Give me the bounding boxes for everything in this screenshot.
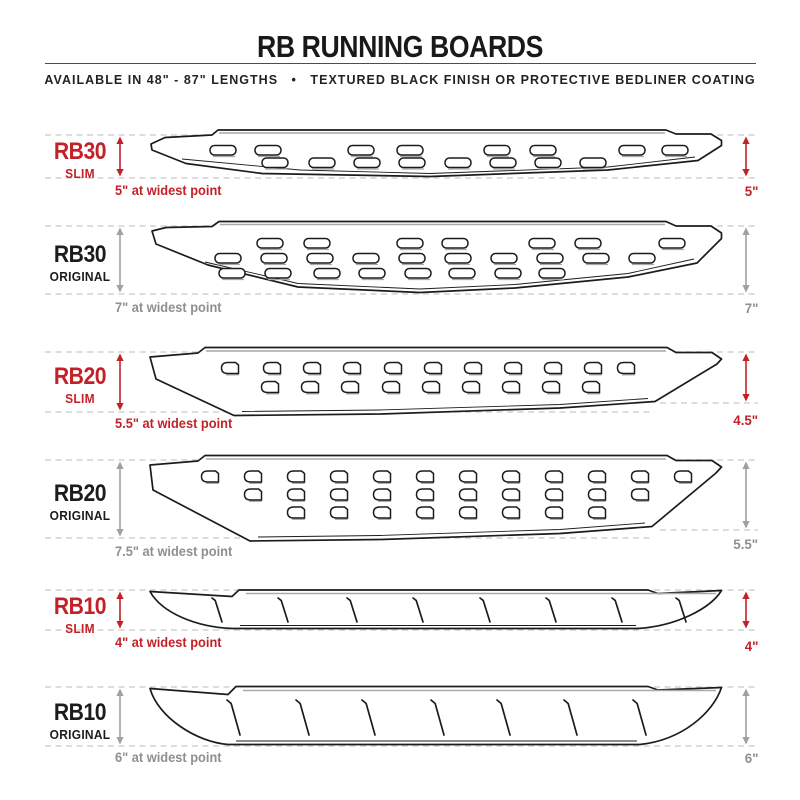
height-label-rb30-slim: 5" bbox=[744, 183, 758, 199]
board-rb20-original bbox=[150, 456, 722, 542]
variant-name: SLIM bbox=[65, 166, 95, 181]
variant-name: SLIM bbox=[65, 621, 95, 636]
model-label-rb10-slim bbox=[26, 595, 134, 635]
model-name: RB10 bbox=[53, 699, 107, 726]
caption-rb10-slim: 4" at widest point bbox=[115, 635, 222, 650]
board-rb30-original bbox=[152, 222, 722, 293]
board-rb30-slim bbox=[151, 130, 722, 177]
height-label-rb30-original: 7" bbox=[744, 300, 758, 316]
caption-rb20-original: 7.5" at widest point bbox=[115, 544, 233, 559]
board-rb20-slim bbox=[150, 348, 722, 416]
measure-arrow-red bbox=[742, 354, 749, 402]
caption-rb30-original: 7" at widest point bbox=[115, 300, 222, 315]
height-label-rb10-slim: 4" bbox=[744, 638, 758, 654]
title-divider bbox=[45, 63, 756, 64]
measure-arrow-red bbox=[742, 592, 749, 629]
board-rb10-original bbox=[150, 687, 722, 745]
model-label-rb30-slim bbox=[26, 140, 134, 180]
page-subtitle: AVAILABLE IN 48" - 87" LENGTHS • TEXTURED BLACK FINISH OR PROTECTIVE BEDLINER COATING bbox=[44, 73, 756, 87]
model-name: RB30 bbox=[53, 138, 107, 165]
model-name: RB20 bbox=[53, 480, 107, 507]
model-name: RB20 bbox=[53, 363, 107, 390]
measure-arrow-red bbox=[742, 137, 749, 177]
measure-arrow-gray bbox=[742, 228, 749, 293]
model-label-rb20-slim bbox=[26, 365, 134, 405]
variant-name: ORIGINAL bbox=[49, 269, 111, 284]
measure-arrow-gray bbox=[742, 689, 749, 745]
model-name: RB30 bbox=[53, 241, 107, 268]
variant-name: ORIGINAL bbox=[49, 508, 111, 523]
model-name: RB10 bbox=[53, 593, 107, 620]
height-label-rb20-slim: 4.5" bbox=[733, 412, 758, 428]
measure-arrow-gray bbox=[742, 462, 749, 529]
caption-rb20-slim: 5.5" at widest point bbox=[115, 416, 233, 431]
model-label-rb30-original bbox=[26, 243, 134, 283]
height-label-rb10-original: 6" bbox=[744, 750, 758, 766]
variant-name: ORIGINAL bbox=[49, 727, 111, 742]
height-label-rb20-original: 5.5" bbox=[733, 536, 758, 552]
model-label-rb20-original bbox=[26, 482, 134, 522]
model-label-rb10-original bbox=[26, 701, 134, 741]
caption-rb10-original: 6" at widest point bbox=[115, 750, 222, 765]
page-title: RB RUNNING BOARDS bbox=[257, 29, 543, 64]
board-rb10-slim bbox=[150, 590, 722, 629]
variant-name: SLIM bbox=[65, 391, 95, 406]
caption-rb30-slim: 5" at widest point bbox=[115, 183, 222, 198]
